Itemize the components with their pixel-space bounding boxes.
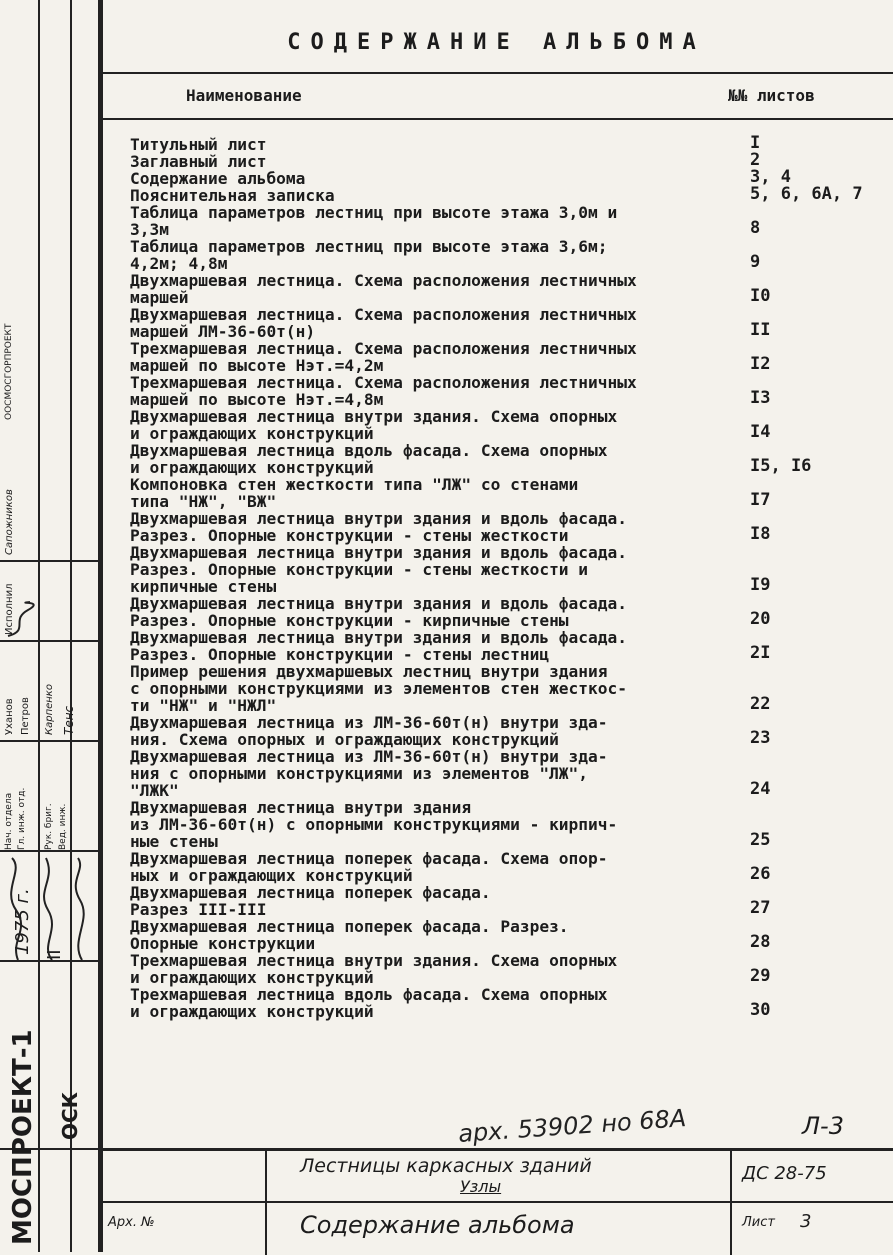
section-name: Узлы <box>460 1177 502 1196</box>
stamp-organization-2: ООСМОСГОРПРОЕКТ <box>4 323 14 420</box>
contents-item <box>130 952 870 986</box>
item-name: Двухмаршевая лестница из ЛМ-36-60т(н) внутри зда- ния с опорными конструкциями из элементов "ЛЖ", "ЛЖК" <box>130 747 608 800</box>
stamp-year: 1975 г. <box>12 888 33 955</box>
stamp-role: Вед. инж. <box>58 803 68 850</box>
item-sheet-numbers: 25 <box>750 830 771 850</box>
item-name: Двухмаршевая лестница внутри здания из ЛМ-36-60т(н) с опорными конструкциями - кирпич- ные стены <box>130 798 618 851</box>
item-sheet-numbers: I <box>750 133 761 153</box>
item-name: Трехмаршевая лестница вдоль фасада. Схема опорных и ограждающих конструкций <box>130 985 608 1021</box>
contents-item <box>130 714 870 748</box>
item-name: Двухмаршевая лестница. Схема расположения лестничных маршей <box>130 271 637 307</box>
item-name: Двухмаршевая лестница поперек фасада. Разрез III-III <box>130 883 491 919</box>
item-name: Двухмаршевая лестница вдоль фасада. Схема опорных и ограждающих конструкций <box>130 441 608 477</box>
contents-item <box>130 884 870 918</box>
contents-item <box>130 510 870 544</box>
item-sheet-numbers: 22 <box>750 694 771 714</box>
contents-item <box>130 272 870 306</box>
contents-item <box>130 544 870 595</box>
item-sheet-numbers: 26 <box>750 864 771 884</box>
item-sheet-numbers: I0 <box>750 286 771 306</box>
page-title: СОДЕРЖАНИЕ АЛЬБОМА <box>287 30 706 55</box>
item-name: Трехмаршевая лестница. Схема расположения лестничных маршей по высоте Нэт.=4,2м <box>130 339 637 375</box>
item-name: Пример решения двухмаршевых лестниц внутри здания с опорными конструкциями из элементов стен жесткос- ти "НЖ" и "НЖЛ" <box>130 662 628 715</box>
contents-item <box>130 184 870 205</box>
contents-item <box>130 340 870 374</box>
stamp-person: Сапожников <box>4 489 15 555</box>
stamp-role: Исполнил <box>4 583 15 635</box>
item-name: Двухмаршевая лестница поперек фасада. Разрез. Опорные конструкции <box>130 917 569 953</box>
item-name: Двухмаршевая лестница внутри здания. Схема опорных и ограждающих конструкций <box>130 407 618 443</box>
signature-svg <box>0 600 40 640</box>
sheet-label: Лист <box>742 1215 775 1230</box>
item-name: Таблица параметров лестниц при высоте этажа 3,0м и 3,3м <box>130 203 618 239</box>
frame-border <box>100 0 103 1252</box>
item-name: Двухмаршевая лестница внутри здания и вдоль фасада. Разрез. Опорные конструкции - стены жесткости <box>130 509 628 545</box>
item-sheet-numbers: 8 <box>750 218 761 238</box>
contents-item <box>130 374 870 408</box>
item-sheet-numbers: I8 <box>750 524 771 544</box>
item-sheet-numbers: 3, 4 <box>750 167 791 187</box>
contents-item <box>130 748 870 799</box>
item-sheet-numbers: 28 <box>750 932 771 952</box>
contents-item <box>130 918 870 952</box>
contents-item <box>130 204 870 238</box>
contents-item <box>130 306 870 340</box>
stamp-workshop: II <box>44 949 65 960</box>
item-sheet-numbers: 30 <box>750 1000 771 1020</box>
contents-item <box>130 663 870 714</box>
sheet-number: 3 <box>800 1211 812 1232</box>
item-sheet-numbers: I5, I6 <box>750 456 812 476</box>
signatures-svg <box>0 850 100 970</box>
contents-item <box>130 629 870 663</box>
stamp-person: Уханов <box>4 698 15 735</box>
archive-note: арх. 53902 но 68А <box>457 1104 688 1148</box>
item-sheet-numbers: 5, 6, 6А, 7 <box>750 184 863 204</box>
item-sheet-numbers: I7 <box>750 490 771 510</box>
item-name: Трехмаршевая лестница. Схема расположения лестничных маршей по высоте Нэт.=4,8м <box>130 373 637 409</box>
item-sheet-numbers: I2 <box>750 354 771 374</box>
column-header-sheets: №№ листов <box>728 86 815 105</box>
item-sheet-numbers: 29 <box>750 966 771 986</box>
item-sheet-numbers: 23 <box>750 728 771 748</box>
contents-item <box>130 238 870 272</box>
item-sheet-numbers: I4 <box>750 422 771 442</box>
contents-item <box>130 850 870 884</box>
stamp-department: ОСК <box>58 1091 82 1140</box>
sheet-title: Содержание альбома <box>300 1211 575 1239</box>
sheet-code: Л-3 <box>802 1112 844 1140</box>
item-sheet-numbers: 27 <box>750 898 771 918</box>
item-name: Содержание альбома <box>130 169 306 188</box>
item-sheet-numbers: I3 <box>750 388 771 408</box>
item-name: Компоновка стен жесткости типа "ЛЖ" со стенами типа "НЖ", "ВЖ" <box>130 475 579 511</box>
contents-item <box>130 476 870 510</box>
stamp-person: Карпенко <box>44 684 55 735</box>
item-name: Заглавный лист <box>130 152 267 171</box>
item-sheet-numbers: 20 <box>750 609 771 629</box>
item-name: Пояснительная записка <box>130 186 335 205</box>
item-sheet-numbers: 2I <box>750 643 771 663</box>
item-sheet-numbers: 2 <box>750 150 761 170</box>
contents-item <box>130 442 870 476</box>
project-name: Лестницы каркасных зданий <box>300 1155 592 1177</box>
series-code: ДС 28-75 <box>742 1163 827 1184</box>
contents-item <box>130 595 870 629</box>
title-block <box>100 1148 893 1255</box>
contents-list <box>130 133 870 1021</box>
stamp-role: Гл. инж. отд. <box>17 787 27 850</box>
stamp-person: Тенс <box>62 705 76 735</box>
item-name: Двухмаршевая лестница внутри здания и вдоль фасада. Разрез. Опорные конструкции - кирпичные стены <box>130 594 628 630</box>
contents-item <box>130 986 870 1020</box>
item-name: Двухмаршевая лестница из ЛМ-36-60т(н) внутри зда- ния. Схема опорных и ограждающих конструкций <box>130 713 608 749</box>
item-name: Таблица параметров лестниц при высоте этажа 3,6м; 4,2м; 4,8м <box>130 237 608 273</box>
item-name: Двухмаршевая лестница поперек фасада. Схема опор- ных и ограждающих конструкций <box>130 849 608 885</box>
stamp-role: Нач. отдела <box>4 792 14 850</box>
item-name: Титульный лист <box>130 135 267 154</box>
item-sheet-numbers: 9 <box>750 252 761 272</box>
stamp-person: Петров <box>20 697 31 735</box>
archive-label: Арх. № <box>108 1215 155 1230</box>
contents-item <box>130 799 870 850</box>
table-header <box>100 72 893 120</box>
organization-name: МОСПРОЕКТ-1 <box>8 1029 38 1245</box>
item-name: Двухмаршевая лестница внутри здания и вдоль фасада. Разрез. Опорные конструкции - стены жесткости и кирпичные стены <box>130 543 628 596</box>
column-header-name: Наименование <box>186 86 302 105</box>
item-name: Двухмаршевая лестница внутри здания и вдоль фасада. Разрез. Опорные конструкции - стены лестниц <box>130 628 628 664</box>
contents-item <box>130 408 870 442</box>
item-name: Трехмаршевая лестница внутри здания. Схема опорных и ограждающих конструкций <box>130 951 618 987</box>
item-sheet-numbers: 24 <box>750 779 771 799</box>
item-sheet-numbers: II <box>750 320 771 340</box>
item-sheet-numbers: I9 <box>750 575 771 595</box>
stamp-role: Рук. бриг. <box>44 803 54 850</box>
item-name: Двухмаршевая лестница. Схема расположения лестничных маршей ЛМ-36-60т(н) <box>130 305 637 341</box>
